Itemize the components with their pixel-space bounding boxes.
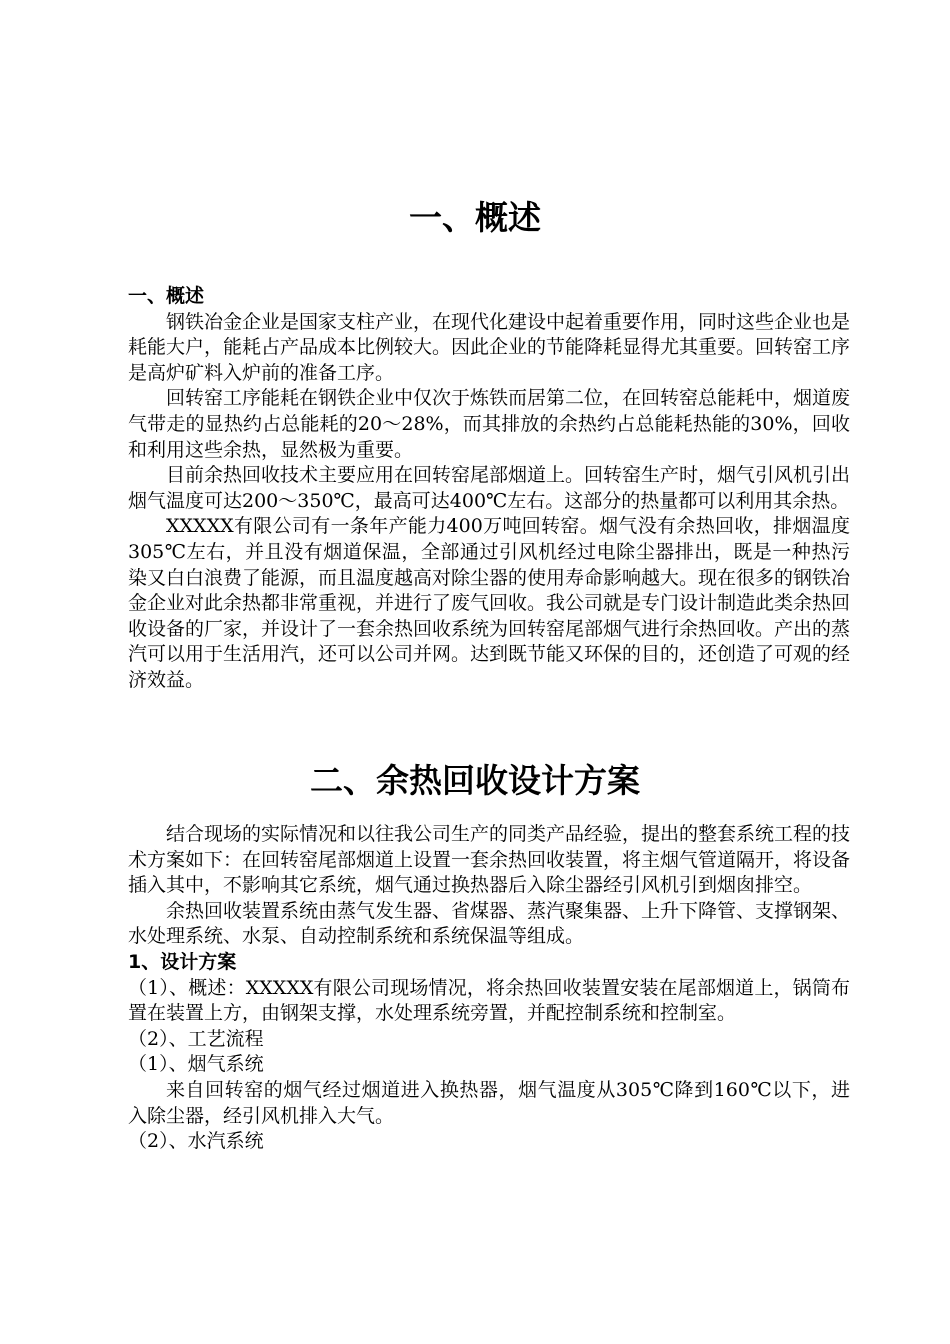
paragraph: XXXXX有限公司有一条年产能力400万吨回转窑。烟气没有余热回收，排烟温度305℃左右，并且没有烟道保温，全部通过引风机经过电除尘器排出，既是一种热污染又白白浪费了能源，而且温度越高对除尘器的使用寿命影响越大。现在很多的钢铁冶金企业对此余热都非常重视，并进行了废气回收。我公司就是专门设计制造此类余热回收设备的厂家，并设计了一套余热回收系统为回转窑尾部烟气进行余热回收。产出的蒸汽可以用于生活用汽，还可以公司并网。达到既节能又环保的目的，还创造了可观的经济效益。 xyxy=(128,515,851,691)
section1-body xyxy=(128,284,850,694)
paragraph: 钢铁冶金企业是国家支柱产业，在现代化建设中起着重要作用，同时这些企业也是耗能大户，能耗占产品成本比例较大。因此企业的节能降耗显得尤其重要。回转窑工序是高炉矿料入炉前的准备工序。 xyxy=(128,310,851,384)
section1-subtitle: 一、概述 xyxy=(128,285,205,307)
paragraph: 目前余热回收技术主要应用在回转窑尾部烟道上。回转窑生产时，烟气引风机引出烟气温度可达200～350℃，最高可达400℃左右。这部分的热量都可以利用其余热。 xyxy=(128,464,851,512)
flue-gas-heading: （1）、烟气系统 xyxy=(128,1053,264,1076)
design-heading: 1、设计方案 xyxy=(128,950,237,973)
section1-title: 一、概述 xyxy=(409,198,541,237)
paragraph: 结合现场的实际情况和以往我公司生产的同类产品经验，提出的整套系统工程的技术方案如下：在回转窑尾部烟道上设置一套余热回收装置，将主烟气管道隔开，将设备插入其中，不影响其它系统，烟气通过换热器后入除尘器经引风机引到烟囱排空。 xyxy=(128,823,851,897)
flue-gas-text: 来自回转窑的烟气经过烟道进入换热器，烟气温度从305℃降到160℃以下，进入除尘器，经引风机排入大气。 xyxy=(128,1078,850,1127)
process-flow-heading: （2）、工艺流程 xyxy=(128,1027,264,1050)
section2-body xyxy=(128,822,850,1155)
overview-text: （1）、概述：XXXXX有限公司现场情况，将余热回收装置安装在尾部烟道上，锅筒布置在装置上方，由钢架支撑，水处理系统旁置，并配控制系统和控制室。 xyxy=(128,976,850,1025)
water-steam-heading: （2）、水汽系统 xyxy=(128,1130,264,1153)
paragraph: 回转窑工序能耗在钢铁企业中仅次于炼铁而居第二位，在回转窑总能耗中，烟道废气带走的显热约占总能耗的20～28%，而其排放的余热约占总能耗热能的30%，回收和利用这些余热，显然极为重要。 xyxy=(128,387,851,461)
section2-title: 二、余热回收设计方案 xyxy=(310,761,640,800)
paragraph: 余热回收装置系统由蒸气发生器、省煤器、蒸汽聚集器、上升下降管、支撑钢架、水处理系统、水泵、自动控制系统和系统保温等组成。 xyxy=(128,899,851,948)
